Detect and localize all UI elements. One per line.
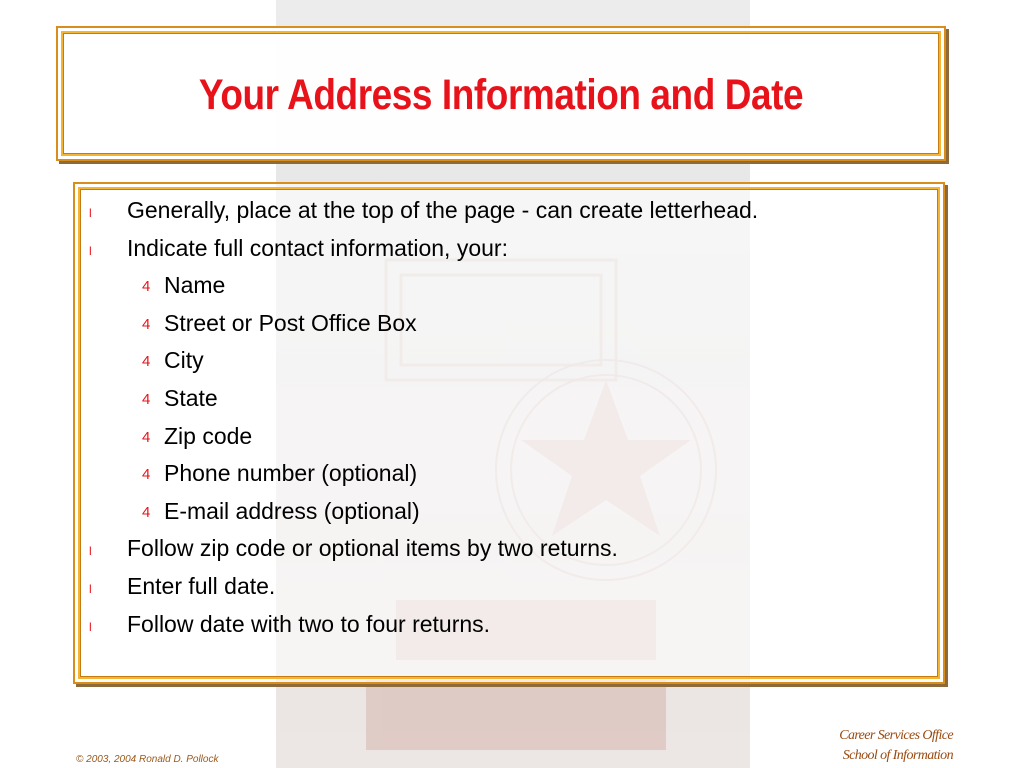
arrow-bullet-icon: 4 [142, 278, 151, 296]
arrow-bullet-icon: 4 [142, 503, 151, 521]
bullet-text: Name [164, 272, 226, 299]
bullet-text: Enter full date. [127, 573, 276, 599]
slide-title: Your Address Information and Date [198, 71, 804, 119]
bullet-text: Phone number (optional) [164, 460, 418, 487]
square-bullet-icon: l [89, 582, 92, 596]
square-bullet-icon: l [89, 544, 92, 559]
bullet-text: Indicate full contact information, your: [127, 234, 508, 261]
arrow-bullet-icon: 4 [142, 391, 151, 408]
bullet-text: Zip code [164, 422, 253, 449]
organization-line-1: Career Services Office [839, 728, 953, 743]
square-bullet-icon: l [89, 206, 92, 220]
organization-block [839, 726, 953, 766]
bullet-text: Generally, place at the top of the page - can create letterhead. [127, 197, 759, 223]
arrow-bullet-icon: 4 [142, 353, 151, 371]
bullet-text: Follow date with two to four returns. [127, 610, 491, 637]
bullet-text: City [164, 347, 204, 374]
organization-line-2: School of Information [842, 748, 953, 763]
title-frame [56, 26, 946, 161]
bullet-text: State [164, 385, 218, 411]
arrow-bullet-icon: 4 [142, 315, 151, 333]
square-bullet-icon: l [89, 619, 92, 634]
arrow-bullet-icon: 4 [142, 428, 151, 446]
bullet-text: E-mail address (optional) [164, 497, 420, 524]
arrow-bullet-icon: 4 [142, 466, 151, 484]
content-frame [73, 182, 945, 684]
square-bullet-icon: l [89, 243, 92, 258]
copyright-text: © 2003, 2004 Ronald D. Pollock [76, 754, 219, 765]
bullet-text: Street or Post Office Box [164, 309, 417, 336]
bullet-text: Follow zip code or optional items by two returns. [127, 535, 618, 562]
